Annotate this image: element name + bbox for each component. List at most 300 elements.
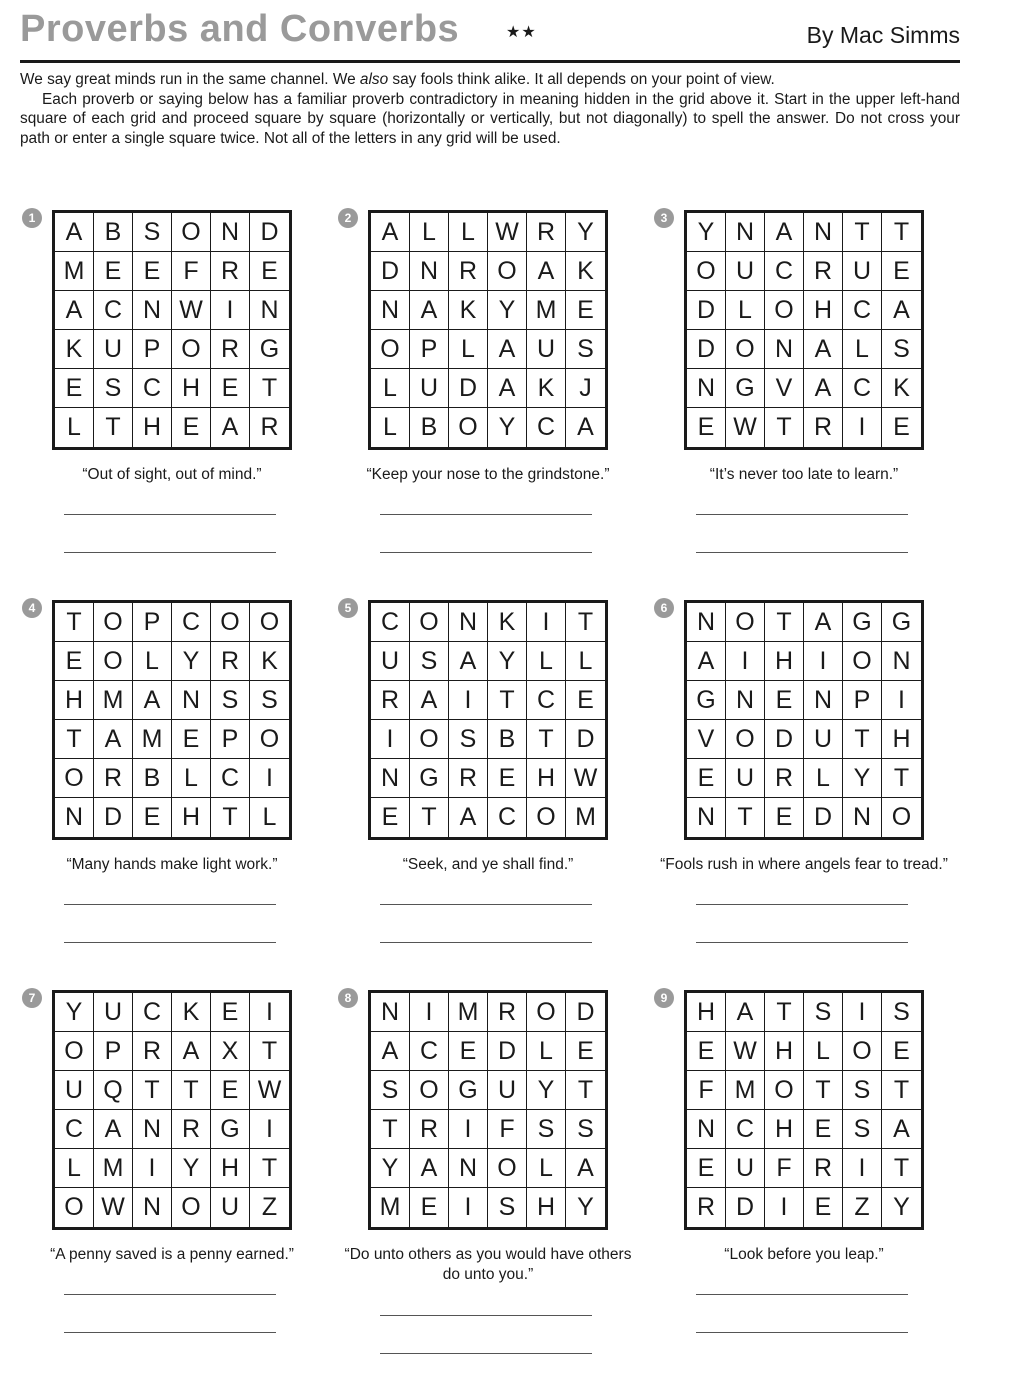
grid-cell: O xyxy=(250,603,289,642)
grid-cell: E xyxy=(488,759,527,798)
grid-cell: A xyxy=(172,1032,211,1071)
answer-line[interactable] xyxy=(64,1332,276,1333)
grid-cell: Y xyxy=(577,1193,594,1221)
grid-cell: I xyxy=(726,642,765,681)
grid-cell: U xyxy=(488,1071,527,1110)
grid-cell: W xyxy=(94,1188,133,1227)
grid-cell: O xyxy=(172,330,211,369)
grid-cell: O xyxy=(765,1071,804,1110)
grid-cell: P xyxy=(94,1032,133,1071)
grid-cell: N xyxy=(726,213,765,252)
grid-cell: N xyxy=(371,291,410,330)
grid-cell: O xyxy=(371,330,410,369)
grid-cell: O xyxy=(843,642,882,681)
grid-cell: V xyxy=(687,720,726,759)
grid-cell: P xyxy=(133,330,172,369)
grid-cell: R xyxy=(488,993,527,1032)
grid-cell: U xyxy=(726,759,765,798)
grid-cell: W xyxy=(566,759,605,798)
grid-cell: A xyxy=(687,642,726,681)
grid-cell: T xyxy=(55,720,94,759)
answer-line[interactable] xyxy=(380,942,592,943)
grid-cell: I xyxy=(804,642,843,681)
grid-cell: O xyxy=(410,720,449,759)
grid-cell: Y xyxy=(488,408,527,447)
grid-cell: I xyxy=(527,603,566,642)
grid-cell: A xyxy=(94,720,133,759)
answer-line[interactable] xyxy=(380,552,592,553)
grid-cell: F xyxy=(765,1149,804,1188)
grid-cell: R xyxy=(211,330,250,369)
grid-cell: I xyxy=(449,1110,488,1149)
grid-cell: U xyxy=(843,252,882,291)
difficulty-stars: ★★ xyxy=(506,24,537,41)
grid-cell: N xyxy=(133,1110,172,1149)
grid-cell: F xyxy=(488,1110,527,1149)
grid-cell: L xyxy=(566,642,605,681)
grid-cell: S xyxy=(94,369,133,408)
proverb-caption: “Out of sight, out of mind.” xyxy=(82,466,262,483)
grid-cell: T xyxy=(250,369,289,408)
grid-cell: S xyxy=(250,681,289,720)
grid-cell: D xyxy=(566,720,605,759)
grid-cell: O xyxy=(211,603,250,642)
grid-cell: W xyxy=(726,408,765,447)
grid-cell: Y xyxy=(527,1071,566,1110)
grid-cell: A xyxy=(488,330,527,369)
grid-cell: E xyxy=(687,408,726,447)
grid-cell: A xyxy=(55,291,94,330)
grid-cell: I xyxy=(250,1110,289,1149)
grid-cell: C xyxy=(765,252,804,291)
grid-cell: K xyxy=(527,369,566,408)
intro-text-before: We say great minds run in the same channel. We xyxy=(20,71,360,88)
grid-cell: T xyxy=(765,993,804,1032)
grid-cell: E xyxy=(449,1032,488,1071)
grid-cell: R xyxy=(211,642,250,681)
grid-cell: B xyxy=(488,720,527,759)
grid-cell: N xyxy=(843,798,882,837)
grid-cell: T xyxy=(211,798,250,837)
grid-cell: A xyxy=(765,213,804,252)
grid-cell: G xyxy=(449,1071,488,1110)
grid-cell: T xyxy=(765,603,804,642)
grid-cell: K xyxy=(172,993,211,1032)
grid-cell: A xyxy=(55,213,94,252)
grid-cell: L xyxy=(843,330,882,369)
grid-cell: T xyxy=(250,1149,289,1188)
puzzle-number-badge: 7 xyxy=(22,988,42,1008)
grid-cell: S xyxy=(882,993,921,1032)
grid-cell: E xyxy=(211,993,250,1032)
puzzle-1 xyxy=(22,208,342,588)
grid-cell: N xyxy=(687,798,726,837)
grid-cell: T xyxy=(882,1149,921,1188)
grid-cell: O xyxy=(726,603,765,642)
grid-cell: H xyxy=(804,291,843,330)
grid-cell: E xyxy=(566,1032,605,1071)
grid-cell: L xyxy=(133,642,172,681)
grid-cell: R xyxy=(449,759,488,798)
grid-cell: B xyxy=(133,759,172,798)
letter-grid xyxy=(368,990,608,1230)
grid-cell: O xyxy=(449,408,488,447)
grid-cell: C xyxy=(726,1110,765,1149)
grid-cell: M xyxy=(94,681,133,720)
answer-line[interactable] xyxy=(380,1315,592,1316)
grid-cell: M xyxy=(371,1188,410,1227)
grid-cell: U xyxy=(55,1071,94,1110)
grid-cell: O xyxy=(527,993,566,1032)
grid-cell: K xyxy=(449,291,488,330)
grid-cell: Y xyxy=(172,1149,211,1188)
grid-cell: P xyxy=(211,720,250,759)
letter-grid xyxy=(368,600,608,840)
intro-emphasis: also xyxy=(359,71,389,88)
grid-cell: N xyxy=(882,642,921,681)
grid-cell: A xyxy=(882,1110,921,1149)
puzzle-number-badge: 1 xyxy=(22,208,42,228)
grid-cell: E xyxy=(687,759,726,798)
puzzle-number-badge: 3 xyxy=(654,208,674,228)
grid-cell: N xyxy=(250,291,289,330)
grid-cell: A xyxy=(804,369,843,408)
grid-cell: W xyxy=(172,291,211,330)
grid-cell: I xyxy=(133,1149,172,1188)
grid-cell: L xyxy=(449,213,488,252)
grid-cell: D xyxy=(566,993,605,1032)
answer-line[interactable] xyxy=(696,514,908,515)
grid-cell: A xyxy=(449,642,488,681)
grid-cell: U xyxy=(94,330,133,369)
grid-cell: C xyxy=(133,369,172,408)
letter-grid xyxy=(684,990,924,1230)
grid-cell: T xyxy=(566,1071,605,1110)
grid-cell: T xyxy=(94,408,133,447)
grid-cell: Y xyxy=(371,1149,410,1188)
grid-cell: R xyxy=(172,1110,211,1149)
grid-cell: E xyxy=(55,642,94,681)
grid-cell: J xyxy=(566,369,605,408)
grid-cell: E xyxy=(765,798,804,837)
grid-cell: T xyxy=(843,213,882,252)
answer-line[interactable] xyxy=(696,904,908,905)
puzzle-number-badge: 5 xyxy=(338,598,358,618)
grid-cell: H xyxy=(687,993,726,1032)
grid-cell: E xyxy=(211,1071,250,1110)
proverb-caption: “Seek, and ye shall find.” xyxy=(402,856,574,873)
grid-cell: Z xyxy=(261,1193,278,1221)
grid-cell: R xyxy=(371,681,410,720)
grid-cell: H xyxy=(882,720,921,759)
grid-cell: O xyxy=(55,1188,94,1227)
grid-cell: S xyxy=(410,642,449,681)
grid-cell: L xyxy=(527,642,566,681)
grid-cell: N xyxy=(449,603,488,642)
grid-cell: G xyxy=(726,369,765,408)
grid-cell: U xyxy=(804,720,843,759)
grid-cell: C xyxy=(488,798,527,837)
grid-cell: I xyxy=(211,291,250,330)
grid-cell: O xyxy=(250,720,289,759)
puzzle-8 xyxy=(338,988,658,1368)
answer-line[interactable] xyxy=(64,552,276,553)
intro-text-after: say fools think alike. It all depends on your point of view. xyxy=(388,71,775,88)
proverb-caption: “Look before you leap.” xyxy=(724,1246,884,1263)
grid-cell: K xyxy=(882,369,921,408)
grid-cell: Y xyxy=(687,213,726,252)
letter-grid xyxy=(52,600,292,840)
grid-cell: B xyxy=(410,408,449,447)
grid-cell: W xyxy=(726,1032,765,1071)
grid-cell: H xyxy=(765,642,804,681)
answer-line[interactable] xyxy=(696,1294,908,1295)
grid-cell: N xyxy=(687,603,726,642)
proverb-caption: “Many hands make light work.” xyxy=(66,856,278,873)
grid-cell: R xyxy=(449,252,488,291)
puzzle-number-badge: 9 xyxy=(654,988,674,1008)
grid-cell: E xyxy=(687,1149,726,1188)
grid-cell: H xyxy=(55,681,94,720)
puzzle-number-badge: 4 xyxy=(22,598,42,618)
answer-line[interactable] xyxy=(696,1332,908,1333)
answer-line[interactable] xyxy=(64,514,276,515)
grid-cell: O xyxy=(687,252,726,291)
proverb-caption: “Fools rush in where angels fear to tread.” xyxy=(660,856,948,873)
grid-cell: D xyxy=(371,252,410,291)
puzzle-6 xyxy=(654,598,974,978)
grid-cell: R xyxy=(94,759,133,798)
grid-cell: Y xyxy=(893,1193,910,1221)
grid-cell: Y xyxy=(843,759,882,798)
puzzle-3 xyxy=(654,208,974,588)
grid-cell: R xyxy=(133,1032,172,1071)
grid-cell: N xyxy=(211,213,250,252)
intro-line xyxy=(20,70,960,90)
grid-cell: D xyxy=(94,798,133,837)
grid-cell: T xyxy=(172,1071,211,1110)
grid-cell: T xyxy=(410,798,449,837)
grid-cell: R xyxy=(765,759,804,798)
grid-cell: L xyxy=(262,803,277,831)
grid-cell: L xyxy=(449,330,488,369)
grid-cell: A xyxy=(410,681,449,720)
grid-cell: R xyxy=(687,1188,726,1227)
grid-cell: E xyxy=(94,252,133,291)
grid-cell: Z xyxy=(843,1188,882,1227)
grid-cell: N xyxy=(449,1149,488,1188)
grid-cell: L xyxy=(726,291,765,330)
grid-cell: E xyxy=(882,252,921,291)
grid-cell: G xyxy=(882,603,921,642)
grid-cell: C xyxy=(172,603,211,642)
grid-cell: R xyxy=(410,1110,449,1149)
grid-cell: I xyxy=(250,759,289,798)
grid-cell: N xyxy=(133,1188,172,1227)
grid-cell: Y xyxy=(172,642,211,681)
grid-cell: B xyxy=(94,213,133,252)
grid-cell: A xyxy=(449,798,488,837)
grid-cell: A xyxy=(410,291,449,330)
grid-cell: S xyxy=(211,681,250,720)
grid-cell: C xyxy=(55,1110,94,1149)
grid-cell: N xyxy=(765,330,804,369)
grid-cell: T xyxy=(55,603,94,642)
grid-cell: A xyxy=(133,681,172,720)
puzzle-4 xyxy=(22,598,342,978)
grid-cell: L xyxy=(527,1149,566,1188)
grid-cell: C xyxy=(133,993,172,1032)
grid-cell: U xyxy=(371,642,410,681)
grid-cell: I xyxy=(843,1149,882,1188)
grid-cell: M xyxy=(726,1071,765,1110)
grid-cell: M xyxy=(94,1149,133,1188)
grid-cell: E xyxy=(804,1110,843,1149)
grid-cell: O xyxy=(765,291,804,330)
grid-cell: O xyxy=(55,1032,94,1071)
answer-line[interactable] xyxy=(64,904,276,905)
grid-cell: S xyxy=(882,330,921,369)
grid-cell: L xyxy=(410,213,449,252)
grid-cell: M xyxy=(133,720,172,759)
grid-cell: C xyxy=(410,1032,449,1071)
grid-cell: U xyxy=(94,993,133,1032)
grid-cell: D xyxy=(687,291,726,330)
grid-cell: N xyxy=(371,993,410,1032)
grid-cell: S xyxy=(133,213,172,252)
puzzle-title: Proverbs and Converbs xyxy=(20,8,460,50)
grid-cell: A xyxy=(566,1149,605,1188)
grid-cell: S xyxy=(371,1071,410,1110)
grid-cell: E xyxy=(172,720,211,759)
grid-cell: I xyxy=(765,1188,804,1227)
grid-cell: R xyxy=(804,408,843,447)
grid-cell: O xyxy=(726,330,765,369)
answer-line[interactable] xyxy=(696,942,908,943)
grid-cell: E xyxy=(211,369,250,408)
grid-cell: R xyxy=(804,1149,843,1188)
grid-cell: H xyxy=(172,798,211,837)
instructions xyxy=(20,70,960,148)
grid-cell: D xyxy=(726,1188,765,1227)
grid-cell: I xyxy=(410,993,449,1032)
proverb-caption: “It’s never too late to learn.” xyxy=(709,466,899,483)
grid-cell: N xyxy=(687,369,726,408)
grid-cell: E xyxy=(687,1032,726,1071)
grid-cell: P xyxy=(410,330,449,369)
answer-line[interactable] xyxy=(380,514,592,515)
letter-grid xyxy=(684,600,924,840)
grid-cell: H xyxy=(527,1188,566,1227)
grid-cell: N xyxy=(804,213,843,252)
grid-cell: D xyxy=(687,330,726,369)
grid-cell: I xyxy=(449,1188,488,1227)
grid-cell: O xyxy=(172,1188,211,1227)
grid-cell: A xyxy=(94,1110,133,1149)
grid-cell: K xyxy=(250,642,289,681)
grid-cell: D xyxy=(488,1032,527,1071)
grid-cell: Y xyxy=(488,642,527,681)
puzzle-number-badge: 8 xyxy=(338,988,358,1008)
grid-cell: L xyxy=(371,408,410,447)
grid-cell: R xyxy=(804,252,843,291)
proverb-caption: “A penny saved is a penny earned.” xyxy=(50,1246,294,1263)
grid-cell: A xyxy=(371,213,410,252)
grid-cell: A xyxy=(527,252,566,291)
grid-cell: O xyxy=(488,252,527,291)
grid-cell: N xyxy=(172,681,211,720)
grid-cell: N xyxy=(55,798,94,837)
grid-cell: H xyxy=(172,369,211,408)
grid-cell: A xyxy=(882,291,921,330)
grid-cell: G xyxy=(687,681,726,720)
grid-cell: V xyxy=(765,369,804,408)
grid-cell: O xyxy=(55,759,94,798)
grid-cell: E xyxy=(410,1188,449,1227)
grid-cell: T xyxy=(765,408,804,447)
grid-cell: S xyxy=(449,720,488,759)
grid-cell: I xyxy=(371,720,410,759)
answer-line[interactable] xyxy=(64,942,276,943)
grid-cell: E xyxy=(55,369,94,408)
grid-cell: U xyxy=(527,330,566,369)
grid-cell: S xyxy=(527,1110,566,1149)
grid-cell: E xyxy=(133,798,172,837)
puzzle-number-badge: 6 xyxy=(654,598,674,618)
grid-cell: L xyxy=(55,1149,94,1188)
puzzle-5 xyxy=(338,598,658,978)
grid-cell: O xyxy=(527,798,566,837)
grid-cell: N xyxy=(687,1110,726,1149)
grid-cell: U xyxy=(211,1188,250,1227)
grid-cell: O xyxy=(843,1032,882,1071)
grid-cell: A xyxy=(371,1032,410,1071)
grid-cell: L xyxy=(172,759,211,798)
grid-cell: T xyxy=(726,798,765,837)
grid-cell: T xyxy=(804,1071,843,1110)
grid-cell: E xyxy=(172,408,211,447)
grid-cell: N xyxy=(133,291,172,330)
letter-grid xyxy=(684,210,924,450)
grid-cell: S xyxy=(843,1110,882,1149)
puzzle-2 xyxy=(338,208,658,588)
grid-cell: L xyxy=(55,408,94,447)
grid-cell: I xyxy=(843,408,882,447)
grid-cell: Y xyxy=(566,213,605,252)
puzzle-7 xyxy=(22,988,342,1368)
grid-cell: R xyxy=(211,252,250,291)
grid-cell: A xyxy=(488,369,527,408)
answer-line[interactable] xyxy=(380,1353,592,1354)
answer-line[interactable] xyxy=(696,552,908,553)
instructions-text: Each proverb or saying below has a familiar proverb contradictory in meaning hidden in the grid above it. Start in the upper left-hand square of each grid and proceed square by square (horizontally or vertically, but not diagonally) to spell the answer. Do not cross your path or enter a single square twice. Not all of the letters in any grid will be used. xyxy=(20,90,960,147)
grid-cell: S xyxy=(488,1188,527,1227)
grid-cell: C xyxy=(94,291,133,330)
grid-cell: O xyxy=(172,213,211,252)
answer-line[interactable] xyxy=(380,904,592,905)
grid-cell: O xyxy=(94,642,133,681)
letter-grid xyxy=(52,210,292,450)
grid-cell: F xyxy=(687,1071,726,1110)
grid-cell: T xyxy=(488,681,527,720)
grid-cell: T xyxy=(250,1032,289,1071)
grid-cell: K xyxy=(55,330,94,369)
grid-cell: M xyxy=(449,993,488,1032)
grid-cell: O xyxy=(891,803,912,831)
answer-line[interactable] xyxy=(64,1294,276,1295)
grid-cell: M xyxy=(527,291,566,330)
grid-cell: A xyxy=(211,408,250,447)
